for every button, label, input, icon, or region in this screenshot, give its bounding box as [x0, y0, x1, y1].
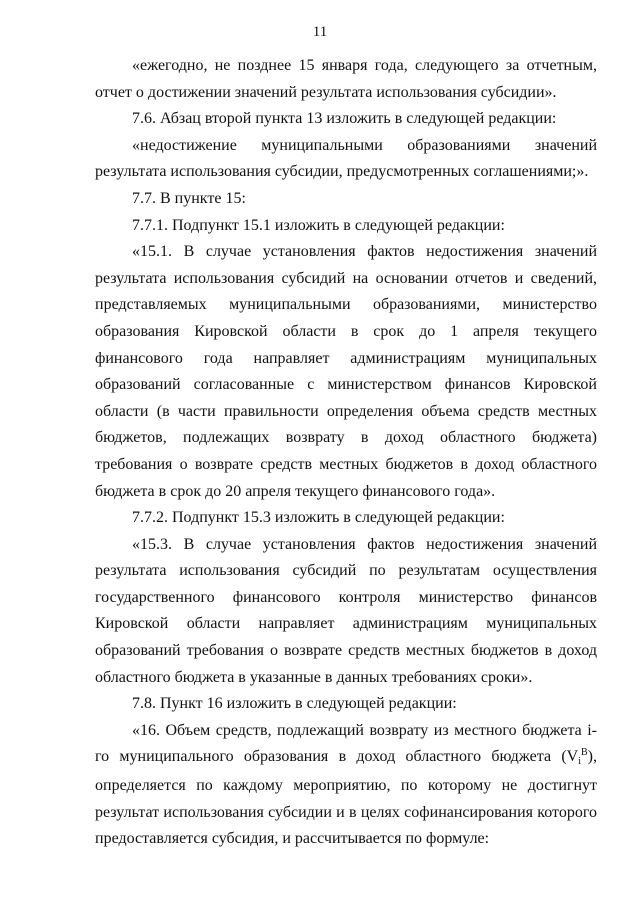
paragraph-report-deadline: «ежегодно, не позднее 15 января года, следующего за отчетным, отчет о достижении значений результата использования субсидии».: [95, 57, 597, 101]
paragraph-15-3-quote: «15.3. В случае установления фактов недостижения значений результата использования субсидий по результатам осуществления государственного финансового контроля министерство финансов Кировской области направляет администрациям муниципальных образований требования о возврате средств местных бюджетов в доход областного бюджета в указанные в данных требованиях сроки».: [95, 535, 597, 686]
paragraph-7-7-2: 7.7.2. Подпункт 15.3 изложить в следующей редакции:: [132, 509, 505, 527]
formula-superscript: B: [581, 747, 588, 759]
paragraph-7-6: 7.6. Абзац второй пункта 13 изложить в следующей редакции:: [132, 110, 557, 128]
paragraph-7-6-quote: «недостижение муниципальными образованиями значений результата использования субсидии, предусмотренных соглашениями;».: [95, 136, 597, 181]
paragraph-7-7-1: 7.7.1. Подпункт 15.1 изложить в следующей редакции:: [132, 216, 505, 234]
page-number: 11: [312, 24, 328, 40]
paragraph-7-8: 7.8. Пункт 16 изложить в следующей редакции:: [132, 695, 457, 713]
formula-symbol: V: [566, 748, 579, 766]
paragraph-7-7: 7.7. В пункте 15:: [132, 189, 246, 207]
formula-subscript: i: [578, 756, 581, 768]
formula-text-after: ), определяется по каждому мероприятию, по которому не достигнут результат использования субсидии и в целях софинансирования которого предоставляется субсидия, и рассчитывается по формуле:: [95, 748, 597, 848]
document-body: [95, 53, 597, 853]
paragraph-16-quote: [95, 718, 597, 853]
formula-text-before: «16. Объем средств, подлежащий возврату из местного бюджета i-го муниципального образования в доход областного бюджета (: [95, 721, 597, 766]
paragraph-15-1-quote: «15.1. В случае установления фактов недостижения значений результата использования субсидий на основании отчетов и сведений, представляемых муниципальными образованиями, министерство образования Кировской области в срок до 1 апреля текущего финансового года направляет администрациям муниципальных образований согласованные с министерством финансов Кировской области (в части правильности определения объема средств местных бюджетов, подлежащих возврату в доход областного бюджета) требования о возврате средств местных бюджетов в доход областного бюджета в срок до 20 апреля текущего финансового года».: [95, 243, 597, 500]
